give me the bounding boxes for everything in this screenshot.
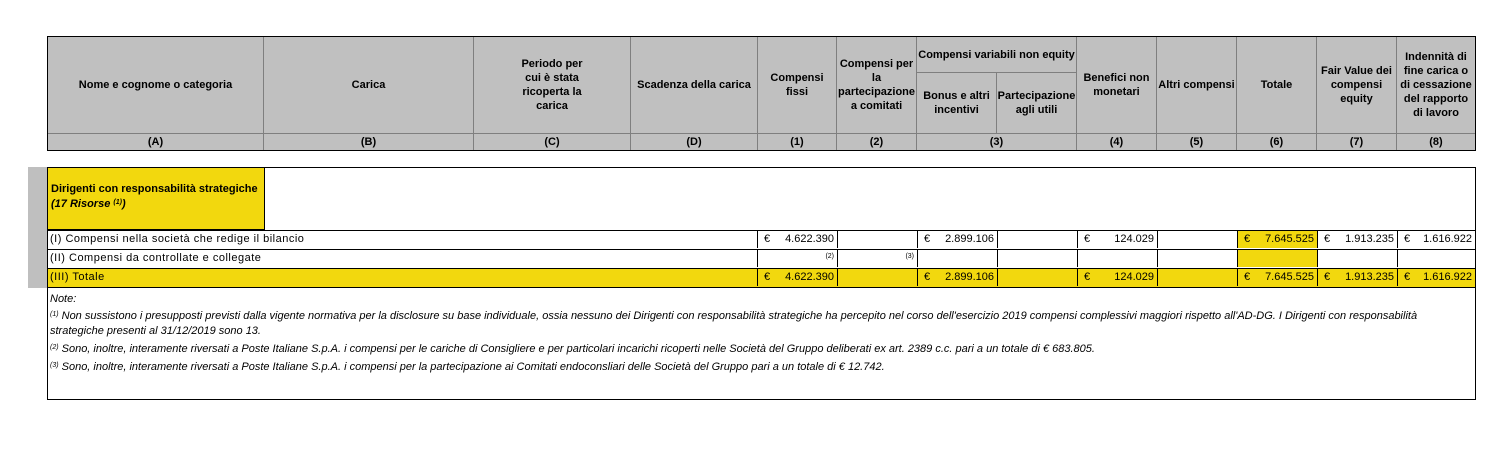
code-d: (D) [631, 133, 758, 150]
notes [50, 292, 1470, 378]
header-partecipazione: Partecipazione agli utili [997, 72, 1077, 133]
cell-benefici [1077, 250, 1157, 267]
cell-totale: € 7.645.525 [1237, 269, 1317, 286]
header-compensi-fissi: Compensi fissi [758, 37, 837, 133]
cell-totale [1237, 250, 1317, 267]
row-label: (III) Totale [50, 271, 105, 283]
notes-heading: Note: [50, 293, 77, 305]
header-altri: Altri compensi [1157, 37, 1237, 133]
code-2: (2) [837, 133, 917, 150]
header-nome: Nome e cognome o categoria [48, 37, 264, 133]
cell-benefici: € 124.029 [1077, 231, 1157, 248]
code-a: (A) [48, 133, 264, 150]
code-6: (6) [1237, 133, 1317, 150]
cell-indennita: € 1.616.922 [1397, 231, 1475, 248]
note-3: $^{(3)}$ Sono, inoltre, interamente riversati a Poste Italiane S.p.A. i compensi per la partecipazione ai Comitati endoconsliari delle Società del Gruppo pari a un totale di € 12.742. [50, 361, 885, 373]
compensation-table-header [47, 36, 1476, 151]
cell-bonus: € 2.899.106 [917, 269, 997, 286]
header-fair-value: Fair Value dei compensi equity [1317, 37, 1397, 133]
row-label: (II) Compensi da controllate e collegate [50, 252, 262, 264]
cell-comitati [837, 231, 917, 248]
row-group-marker [28, 167, 47, 288]
header-indennita: Indennità di fine carica o di cessazione del rapporto di lavoro [1400, 51, 1472, 119]
header-variabili: Compensi variabili non equity [917, 37, 1077, 72]
code-b: (B) [264, 133, 474, 150]
dirigenti-section [47, 167, 1476, 400]
header-benefici: Benefici non monetari [1077, 37, 1157, 133]
header-scadenza: Scadenza della carica [631, 37, 758, 133]
category-label [48, 168, 265, 230]
cell-indennita [1397, 250, 1475, 267]
cell-bonus: € 2.899.106 [917, 231, 997, 248]
code-4: (4) [1077, 133, 1157, 150]
cell-compensi-fissi: € 4.622.390 [757, 231, 837, 248]
row-label: (I) Compensi nella società che redige il bilancio [50, 233, 305, 245]
code-5: (5) [1157, 133, 1237, 150]
cell-fair-value [1317, 250, 1397, 267]
code-1: (1) [758, 133, 837, 150]
cell-partecipazione [997, 250, 1077, 267]
note-1: $^{(1)}$ Non sussistono i presupposti previsti dalla vigente normativa per la disclosure su base individuale, ossia nessuno dei Dirigenti con responsabilità strategiche ha percepito nel corso dell'esercizio 2019 compensi complessivi maggiori rispetto all'AD-DG. I Dirigenti con responsabilità strategiche presenti al 31/12/2019 sono 13. [50, 310, 1418, 337]
cell-comitati-ref: (3) [837, 250, 917, 267]
cell-fair-value: € 1.913.235 [1317, 231, 1397, 248]
category-subtitle: (17 Risorse $^{(1)}$) [51, 198, 126, 210]
code-c: (C) [474, 133, 631, 150]
cell-altri [1157, 250, 1237, 267]
cell-partecipazione [997, 269, 1077, 286]
cell-comitati [837, 269, 917, 286]
code-3: (3) [917, 133, 1077, 150]
note-2: $^{(2)}$ Sono, inoltre, interamente riversati a Poste Italiane S.p.A. i compensi per le cariche di Consigliere e per particolari incarichi ricoperti nelle Società del Gruppo deliberati ex art. 2389 c.c. pari a un totale di € 683.805. [50, 343, 1095, 355]
cell-compensi-fissi: € 4.622.390 [757, 269, 837, 286]
table-row-totale [48, 268, 1475, 288]
cell-totale: € 7.645.525 [1237, 231, 1317, 248]
table-row [48, 230, 1475, 248]
cell-altri [1157, 231, 1237, 248]
cell-bonus [917, 250, 997, 267]
table-row [48, 249, 1475, 267]
header-carica: Carica [264, 37, 474, 133]
code-8: (8) [1397, 133, 1475, 150]
cell-fair-value: € 1.913.235 [1317, 269, 1397, 286]
header-compensi-comitati: Compensi per la partecipazione a comitati [837, 37, 917, 133]
header-bonus: Bonus e altri incentivi [917, 72, 997, 133]
cell-altri [1157, 269, 1237, 286]
cell-partecipazione [997, 231, 1077, 248]
cell-benefici: € 124.029 [1077, 269, 1157, 286]
header-totale: Totale [1237, 37, 1317, 133]
category-title: Dirigenti con responsabilità strategiche [51, 183, 258, 195]
header-periodo: Periodo per cui è stata ricoperta la carica [474, 37, 631, 133]
cell-compensi-fissi-ref: (2) [757, 250, 837, 267]
code-7: (7) [1317, 133, 1397, 150]
cell-indennita: € 1.616.922 [1397, 269, 1475, 286]
